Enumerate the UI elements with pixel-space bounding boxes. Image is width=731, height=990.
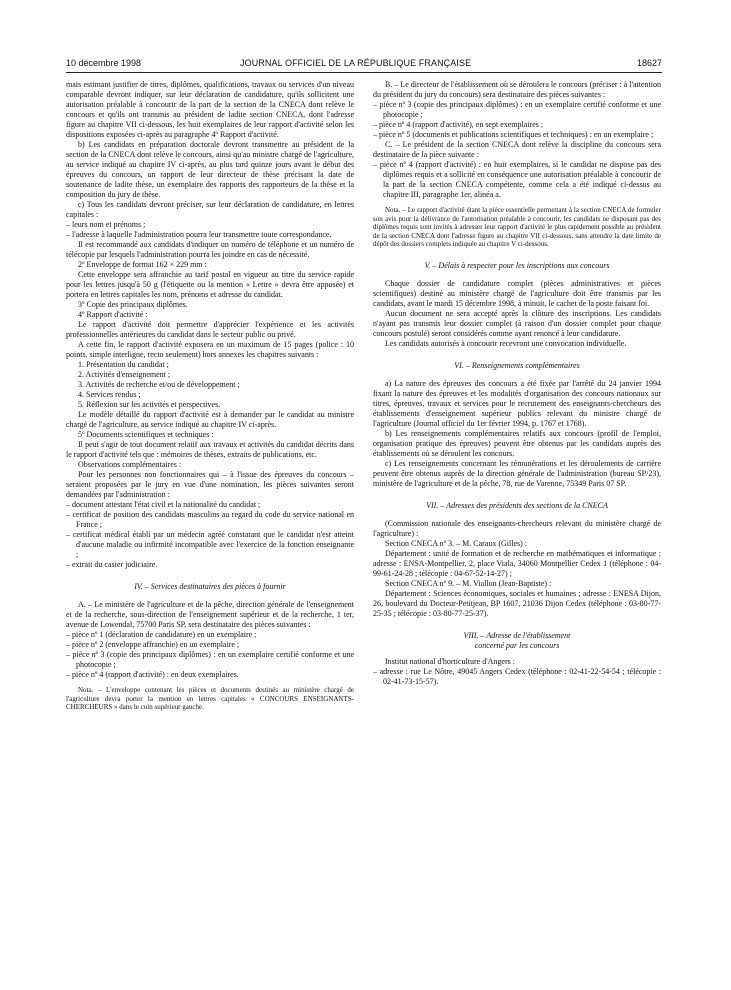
paragraph: 1. Présentation du candidat ; [78,360,169,369]
paragraph: A cette fin, le rapport d'activité exposera en un maximum de 15 pages (police : 10 points, simple interligne, recto seulement) hors annexes les chapitres suivants : [66,340,354,359]
left-paragraphs [66,80,354,570]
paragraph: C. – Le président de la section CNECA dont relève la discipline du concours sera destinataire de la pièce suivante : [373,140,661,159]
right-column [373,80,661,687]
paragraph: (Commission nationale des enseignants-chercheurs relevant du ministère chargé de l'agriculture) : [373,518,661,538]
paragraph: Aucun document ne sera accepté après la clôture des inscriptions. Les candidats n'ayant pas transmis leur dossier complet (à raison d'un dossier complet pour chaque concours postulé) seront considérés comme ayant renoncé à leur candidature. [373,308,661,338]
paragraph: Il peut s'agir de tout document relatif aux travaux et activités du candidat décrits dans le rapport d'activité tels que : mémoires de thèses, extraits de publications, etc. [66,440,354,459]
paragraph: – pièce nº 5 (documents et publications scientifiques et techniques) : en un exemplaire ; [373,130,654,139]
paragraph: b) Les renseignements complémentaires relatifs aux concours (profil de l'emploi, organisation pratique des épreuves) peuvent être obtenus par les candidats auprès des établissements où se déroulent les concours. [373,428,661,458]
paragraph: – pièce nº 4 (rapport d'activité) : en deux exemplaires. [66,670,239,679]
page-header [66,58,662,72]
paragraph: Le rapport d'activité doit permettre d'apprécier l'expérience et les activités professionnelles antérieures du candidat dans le secteur public ou privé. [66,320,354,339]
paragraph: Département : unité de formation et de recherche en mathématiques et informatique ; adresse : ENSA-Montpellier, 2, place Viala, 34060 Montpellier Cedex 1 (téléphone : 04-99-61-24-28 ; télécopie : 04-67-52-14-27) ; [373,548,661,578]
paragraph: Chaque dossier de candidature complet (pièces administratives et pièces scientifiques) destiné au ministère chargé de l'agriculture doit être transmis par les candidats, avant le mardi 15 décembre 1998, à minuit, le cachet de la poste faisant foi. [373,278,661,308]
paragraph: Section CNECA nº 9. – M. Viallon (Jean-Baptiste) : [385,578,552,588]
paragraph: 4º Rapport d'activité : [78,310,148,319]
section-iv-paragraphs [66,600,354,680]
section-vi-paragraphs [373,379,661,489]
paragraph: – certificat médical établi par un médecin agréé constatant que le candidat n'est atteint d'aucune maladie ou infirmité incompatible avec l'exercice de la fonction enseignante ; [66,530,354,559]
right-top-paragraphs [373,80,661,200]
section-v-title: V. – Délais à respecter pour les inscriptions aux concours [424,260,610,270]
section-vii-title: VII. – Adresses des présidents des sections de la CNECA [426,500,608,510]
paragraph: 2. Activités d'enseignement ; [78,370,171,379]
section-iv-note: Nota. – L'enveloppe contenant les pièces et documents destinés au ministère chargé de l'agriculture devra porter la mention en lettres capitales « CONCOURS ENSEIGNANTS-CHERCHEURS » dans le coin supérieur gauche. [66,686,354,711]
paragraph: – pièce nº 4 (rapport d'activité) : en huit exemplaires, si le candidat ne dispose pas des diplômes requis et a sollicité en conséquence une autorisation préalable à concourir de la part de la section CNECA compétente, comme cela a été indiqué ci-dessus au chapitre III, paragraphe 1er, alinéa a. [373,160,661,199]
header-page-number: 18627 [636,58,662,68]
paragraph: b) Les candidats en préparation doctorale devront transmettre au président de la section de la CNECA dont relève le concours, ainsi qu'au ministre chargé de l'agriculture, au service indiqué au chapitre IV ci-après, au plus tard quinze jours avant le début des épreuves du concours, un rapport de leur directeur de thèse précisant la date de soutenance de ladite thèse, un exemplaire des rapports des rapporteurs de la thèse et la composition du jury de thèse. [66,140,354,199]
paragraph: c) Tous les candidats devront préciser, sur leur déclaration de candidature, en lettres capitales : [66,200,354,219]
paragraph: Il est recommandé aux candidats d'indiquer un numéro de téléphone et un numéro de télécopie par lesquels l'administration pourra les joindre en cas de nécessité. [66,240,354,259]
section-vii-paragraphs [373,519,661,619]
right-note: Nota. – Le rapport d'activité étant la pièce essentielle permettant à la section CNECA de formuler son avis pour la délivrance de l'autorisation préalable à concourir, les candidats ne disposant pas des diplômes requis sont invités à adresser leur rapport d'activité le plus rapidement possible au président de la section CNECA dont l'adresse figure au chapitre VII ci-dessous, sans attendre la date limite de dépôt des dossiers complets indiquée au chapitre V ci-dessous. [373,206,661,248]
paragraph: mais estimant justifier de titres, diplômes, qualifications, travaux ou services d'un niveau comparable devront indiquer, sur leur déclaration de candidature, qu'ils sollicitent une autorisation préalable à concourir de la part de la section de la CNECA dont relève le concours et qu'ils ont transmis au président de ladite section CNECA, dont l'adresse figure au chapitre VII ci-dessous, les huit exemplaires de leur rapport d'activité selon les dispositions exposées ci-après au paragraphe 4º Rapport d'activité. [66,80,354,139]
paragraph: 4. Services rendus ; [78,390,141,399]
section-viii-paragraphs [373,657,661,687]
paragraph: Département : Sciences économiques, sociales et humaines ; adresse : ENESA Dijon, 26, boulevard du Docteur-Petitjean, BP 1607, 21036 Dijon Cedex (téléphone : 03-80-77-25-35 ; télécopie : 03-80-77-25-37). [373,588,661,618]
paragraph: 5º Documents scientifiques et techniques : [78,430,214,439]
header-date: 10 décembre 1998 [66,58,142,68]
header-title: JOURNAL OFFICIEL DE LA RÉPUBLIQUE FRANÇAISE [240,58,472,68]
paragraph: c) Les renseignements concernant les rémunérations et les déroulements de carrière peuvent être obtenus auprès de la direction générale de l'administration (bureau SP/23), ministère de l'agriculture et de la pêche, 78, rue de Varenne, 75349 Paris 07 SP. [373,458,661,488]
paragraph: Institut national d'horticulture d'Angers : [385,656,515,666]
paragraph: A. – Le ministère de l'agriculture et de la pêche, direction générale de l'enseignement et de la recherche, sous-direction de l'enseignement supérieur et de la recherche, 1 ter, avenue de Lowendal, 75700 Paris SP, sera destinataire des pièces suivantes : [66,600,354,629]
paragraph: 2º Enveloppe de format 162 × 229 mm : [78,260,207,269]
paragraph: – pièce nº 4 (rapport d'activité), en sept exemplaires ; [373,120,544,129]
header-rule [66,72,662,73]
paragraph: 3º Copie des principaux diplômes. [78,300,188,309]
paragraph: a) La nature des épreuves des concours a été fixée par l'arrêté du 24 janvier 1994 fixant la nature des épreuves et les modalités d'organisation des concours nationaux sur titres, épreuves, travaux et services pour le recrutement des enseignants-chercheurs des établissements d'enseignement supérieur publics relevant du ministre chargé de l'agriculture (Journal officiel du 1er février 1994, p. 1767 et 1768). [373,378,661,428]
paragraph: Cette enveloppe sera affranchie au tarif postal en vigueur au titre du service rapide pour les lettres jusqu'à 50 g (l'étiquette ou la mention « Lettre » devra être apposée) et portera en lettres capitales les nom, prénoms et adresse du candidat. [66,270,354,299]
paragraph: – document attestant l'état civil et la nationalité du candidat ; [66,500,261,509]
paragraph: – certificat de position des candidats masculins au regard du code du service national en France ; [66,510,354,529]
paragraph: Section CNECA nº 3. – M. Caraux (Gilles) : [385,538,528,548]
paragraph: B. – Le directeur de l'établissement où se déroulera le concours (préciser : à l'attention du président du jury du concours) sera destinataire des pièces suivantes : [373,80,661,99]
paragraph: 3. Activités de recherche et/ou de développement ; [78,380,240,389]
paragraph: – pièce nº 2 (enveloppe affranchie) en un exemplaire ; [66,640,240,649]
paragraph: – adresse : rue Le Nôtre, 49045 Angers Cedex (téléphone : 02-41-22-54-54 ; télécopie : 02-41-73-15-57). [373,666,661,686]
paragraph: Pour les personnes non fonctionnaires qui – à l'issue des épreuves du concours – seraient proposées par le jury en vue d'une nomination, les pièces suivantes seront demandées par l'administration : [66,470,354,499]
paragraph: – pièce nº 3 (copie des principaux diplômes) : en un exemplaire certifié conforme et une photocopie ; [373,100,661,119]
paragraph: 5. Réflexion sur les activités et perspectives. [78,400,221,409]
left-column [66,80,354,712]
paragraph: Observations complémentaires : [78,460,182,469]
paragraph: – pièce nº 1 (déclaration de candidature) en un exemplaire ; [66,630,257,639]
paragraph: – l'adresse à laquelle l'administration pourra leur transmettre toute correspondance. [66,230,332,239]
paragraph: Le modèle détaillé du rapport d'activité est à demander par le candidat au ministre chargé de l'agriculture, au service indiqué au chapitre IV ci-après. [66,410,354,429]
section-viii-title: VIII. – Adresse de l'établissement concerné par les concours [463,630,571,650]
section-v-paragraphs [373,279,661,349]
section-iv-title: IV. – Services destinataires des pièces à fournir [134,582,286,591]
section-vi-title: VI. – Renseignements complémentaires [454,360,580,370]
paragraph: – pièce nº 3 (copie des principaux diplômes) : en un exemplaire certifié conforme et une photocopie ; [66,650,354,669]
paragraph: – leurs nom et prénoms ; [66,220,146,229]
paragraph: Les candidats autorisés à concourir recevront une convocation individuelle. [385,338,627,348]
paragraph: – extrait du casier judiciaire. [66,560,158,569]
